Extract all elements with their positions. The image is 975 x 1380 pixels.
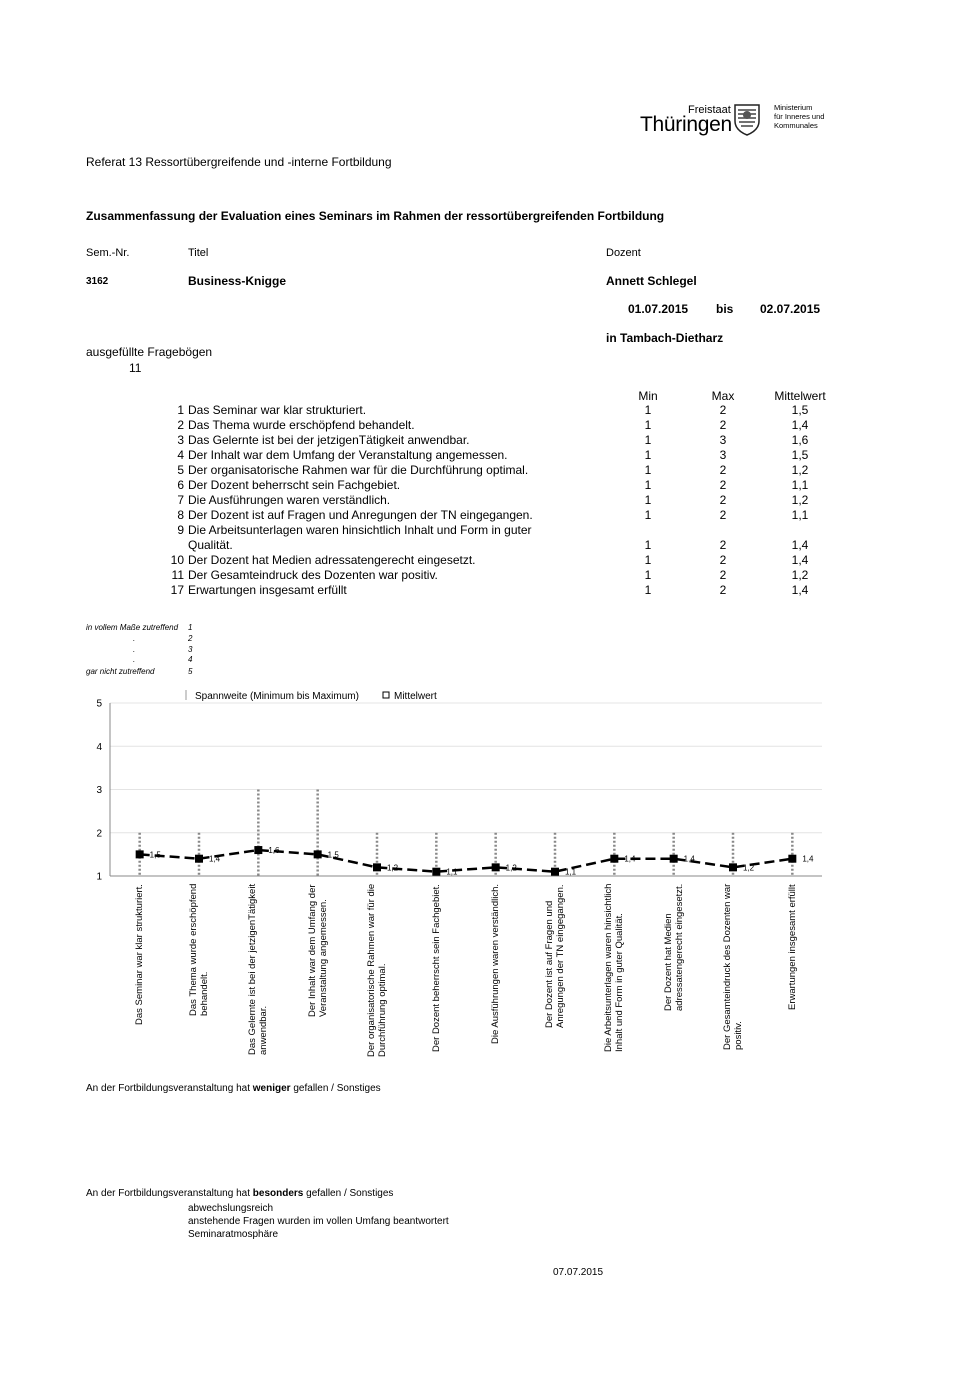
titel-value: Business-Knigge	[188, 274, 287, 288]
table-header	[0, 389, 975, 404]
row-mean: 1,6	[791, 433, 809, 447]
comment-item: anstehende Fragen wurden im vollen Umfang beantwortert	[188, 1216, 449, 1227]
scale-value: 1	[188, 623, 193, 632]
row-min: 1	[644, 553, 652, 567]
row-max: 3	[719, 433, 727, 447]
row-max: 2	[719, 538, 727, 552]
y-tick-label: 1	[96, 871, 102, 880]
row-number: 7	[177, 493, 184, 507]
scale-label: gar nicht zutreffend	[86, 667, 155, 676]
row-min: 1	[644, 568, 652, 582]
document-title: Zusammenfassung der Evaluation eines Seminars im Rahmen der ressortübergreifenden Fortbildung	[86, 209, 665, 223]
row-question: Das Gelernte ist bei der jetzigenTätigkeit anwendbar.	[188, 433, 470, 447]
mean-marker	[492, 863, 500, 871]
logo-ministry-text: Ministerium für Inneres und Kommunales	[774, 103, 825, 130]
location-value: in Tambach-Dietharz	[606, 331, 724, 345]
date-bis: bis	[716, 302, 734, 316]
col-titel-label: Titel	[188, 247, 209, 259]
date-to: 02.07.2015	[760, 302, 821, 316]
row-number: 11	[171, 568, 184, 582]
row-mean: 1,4	[791, 418, 809, 432]
mean-value-label: 1,4	[802, 854, 814, 864]
row-max: 2	[719, 478, 727, 492]
table-row	[0, 463, 975, 478]
table-head-max: Max	[711, 389, 735, 403]
row-mean: 1,2	[791, 463, 809, 477]
row-max: 2	[719, 508, 727, 522]
row-max: 3	[719, 448, 727, 462]
chart-svg	[0, 690, 975, 880]
comment-item: abwechslungsreich	[188, 1203, 274, 1214]
table-row	[0, 508, 975, 523]
most-liked-heading	[86, 1188, 393, 1199]
scale-label: .	[133, 634, 136, 643]
row-mean: 1,5	[791, 403, 809, 417]
x-category-label: Der organisatorische Rahmen war für die Durchführung optimal.	[366, 883, 388, 1057]
mean-marker	[670, 855, 678, 863]
y-tick-label: 2	[96, 828, 102, 840]
row-question: Das Thema wurde erschöpfend behandelt.	[188, 418, 415, 432]
x-category-label: Die Ausführungen waren verständlich.	[490, 883, 502, 1044]
footer-date: 07.07.2015	[553, 1267, 604, 1278]
mean-marker	[136, 850, 144, 858]
row-min: 1	[644, 583, 652, 597]
row-mean: 1,4	[791, 553, 809, 567]
row-mean: 1,2	[791, 568, 809, 582]
row-number: 5	[177, 463, 184, 477]
legend-mean-marker	[383, 692, 389, 698]
row-max: 2	[719, 463, 727, 477]
mean-marker	[195, 855, 203, 863]
mean-marker	[314, 850, 322, 858]
row-max: 2	[719, 583, 727, 597]
x-category-label: Der Dozent ist auf Fragen und Anregungen der TN eingegangen.	[544, 884, 566, 1028]
row-min: 1	[644, 538, 652, 552]
col-dozent-label: Dozent	[606, 247, 641, 259]
col-sem-nr-label: Sem.-Nr.	[86, 247, 130, 259]
y-tick-label: 3	[96, 785, 102, 796]
legend-mean-label: Mittelwert	[394, 691, 437, 702]
row-question: Der Dozent beherrscht sein Fachgebiet.	[188, 478, 401, 492]
row-number: 8	[177, 508, 184, 522]
row-min: 1	[644, 403, 652, 417]
row-mean: 1,4	[791, 583, 809, 597]
scale-value: 4	[188, 655, 193, 664]
mean-marker	[254, 846, 262, 854]
row-min: 1	[644, 493, 652, 507]
row-min: 1	[644, 478, 652, 492]
row-mean: 1,2	[791, 493, 809, 507]
table-head-min: Min	[638, 389, 658, 403]
row-number: 9	[177, 523, 184, 537]
logo-freistaat: Freistaat	[688, 104, 731, 116]
row-number: 3	[177, 433, 184, 447]
mean-marker	[551, 868, 559, 876]
table-row	[0, 553, 975, 568]
row-mean: 1,4	[791, 538, 809, 552]
mean-value-label: 1,4	[683, 854, 695, 864]
row-question: Der Inhalt war dem Umfang der Veranstaltung angemessen.	[188, 448, 508, 462]
mean-value-label: 1,1	[446, 867, 458, 877]
row-question: Die Ausführungen waren verständlich.	[188, 493, 391, 507]
row-max: 2	[719, 403, 727, 417]
most-liked-bold: besonders	[252, 1188, 304, 1199]
forms-label: ausgefüllte Fragebögen	[86, 345, 213, 359]
row-min: 1	[644, 448, 652, 462]
forms-count: 11	[129, 361, 142, 375]
x-category-label: Erwartungen insgesamt erfüllt	[786, 884, 798, 1010]
x-category-label: Die Arbeitsunterlagen waren hinsichtlich Inhalt und Form in guter Qualität.	[603, 883, 626, 1052]
legend-range-label: Spannweite (Minimum bis Maximum)	[195, 691, 359, 702]
evaluation-chart	[0, 690, 975, 1080]
row-min: 1	[644, 433, 652, 447]
table-row	[0, 403, 975, 418]
mean-value-label: 1,2	[505, 863, 517, 873]
mean-marker	[432, 868, 440, 876]
scale-value: 5	[188, 667, 193, 676]
x-category-label: Der Inhalt war dem Umfang der Veranstaltung angemessen.	[306, 884, 329, 1017]
row-question: Der organisatorische Rahmen war für die Durchführung optimal.	[188, 463, 529, 477]
table-head-mean: Mittelwert	[774, 389, 826, 403]
table-row	[0, 493, 975, 508]
row-max: 2	[719, 493, 727, 507]
row-mean: 1,1	[791, 478, 809, 492]
row-question: Der Gesamteindruck des Dozenten war positiv.	[188, 568, 438, 582]
less-liked-prefix: An der Fortbildungsveranstaltung hat	[86, 1083, 253, 1094]
most-liked-suffix: gefallen / Sonstiges	[303, 1188, 394, 1199]
row-min: 1	[644, 463, 652, 477]
row-number: 2	[177, 418, 184, 432]
row-mean: 1,5	[791, 448, 809, 462]
x-category-label: Der Dozent beherrscht sein Fachgebiet.	[430, 884, 442, 1052]
scale-label: in vollem Maße zutreffend	[86, 623, 179, 632]
row-number: 6	[177, 478, 184, 492]
mean-value-label: 1,5	[149, 850, 161, 860]
x-category-label: Das Thema wurde erschöpfend behandelt.	[188, 883, 210, 1016]
row-question-continued: Qualität.	[188, 538, 233, 552]
mean-value-label: 1,2	[743, 863, 755, 873]
table-row	[0, 583, 975, 598]
x-category-label: Der Dozent hat Medien adressatengerecht eingesetzt.	[662, 883, 685, 1011]
less-liked-suffix: gefallen / Sonstiges	[290, 1083, 381, 1094]
mean-value-label: 1,5	[327, 850, 339, 860]
table-row	[0, 433, 975, 448]
mean-marker	[788, 855, 796, 863]
mean-marker	[610, 855, 618, 863]
mean-value-label: 1,6	[268, 846, 280, 856]
department-line: Referat 13 Ressortübergreifende und -interne Fortbildung	[86, 155, 392, 169]
less-liked-heading	[86, 1083, 381, 1094]
scale-value: 3	[188, 645, 193, 654]
date-from: 01.07.2015	[628, 302, 689, 316]
row-question: Der Dozent hat Medien adressatengerecht eingesetzt.	[188, 553, 476, 567]
coat-of-arms-icon	[733, 103, 761, 136]
row-max: 2	[719, 553, 727, 567]
table-row	[0, 568, 975, 583]
most-liked-prefix: An der Fortbildungsveranstaltung hat	[86, 1188, 253, 1199]
comment-item: Seminaratmosphäre	[188, 1229, 279, 1240]
x-category-label: Der Gesamteindruck des Dozenten war positiv.	[722, 883, 744, 1050]
table-row	[0, 448, 975, 463]
row-question: Die Arbeitsunterlagen waren hinsichtlich Inhalt und Form in guter	[188, 523, 532, 537]
row-number: 10	[170, 553, 184, 567]
row-question: Erwartungen insgesamt erfüllt	[188, 583, 347, 597]
table-row	[0, 478, 975, 493]
row-number: 4	[177, 448, 184, 462]
row-number: 17	[170, 583, 184, 597]
dozent-value: Annett Schlegel	[606, 274, 697, 288]
less-liked-bold: weniger	[252, 1083, 291, 1094]
mean-marker	[373, 863, 381, 871]
x-category-label: Das Seminar war klar strukturiert.	[134, 884, 146, 1025]
y-tick-label: 5	[96, 698, 102, 710]
row-min: 1	[644, 418, 652, 432]
table-row	[0, 523, 975, 553]
sem-nr-value: 3162	[86, 276, 109, 287]
row-min: 1	[644, 508, 652, 522]
table-row	[0, 418, 975, 433]
row-question: Der Dozent ist auf Fragen und Anregungen der TN eingegangen.	[188, 508, 533, 522]
row-max: 2	[719, 568, 727, 582]
scale-label: .	[133, 645, 136, 654]
y-tick-label: 4	[96, 741, 102, 753]
mean-value-label: 1,1	[565, 867, 577, 877]
logo-thueringen: Thüringen	[640, 113, 732, 136]
mean-value-label: 1,4	[624, 854, 636, 864]
row-number: 1	[177, 403, 184, 417]
scale-value: 2	[188, 634, 193, 643]
scale-label: .	[133, 655, 136, 664]
row-mean: 1,1	[791, 508, 809, 522]
mean-value-label: 1,2	[387, 863, 399, 873]
row-max: 2	[719, 418, 727, 432]
mean-marker	[729, 863, 737, 871]
mean-value-label: 1,4	[209, 854, 221, 864]
x-category-label: Das Gelernte ist bei der jetzigenTätigkeit anwendbar.	[247, 883, 270, 1055]
row-question: Das Seminar war klar strukturiert.	[188, 403, 367, 417]
